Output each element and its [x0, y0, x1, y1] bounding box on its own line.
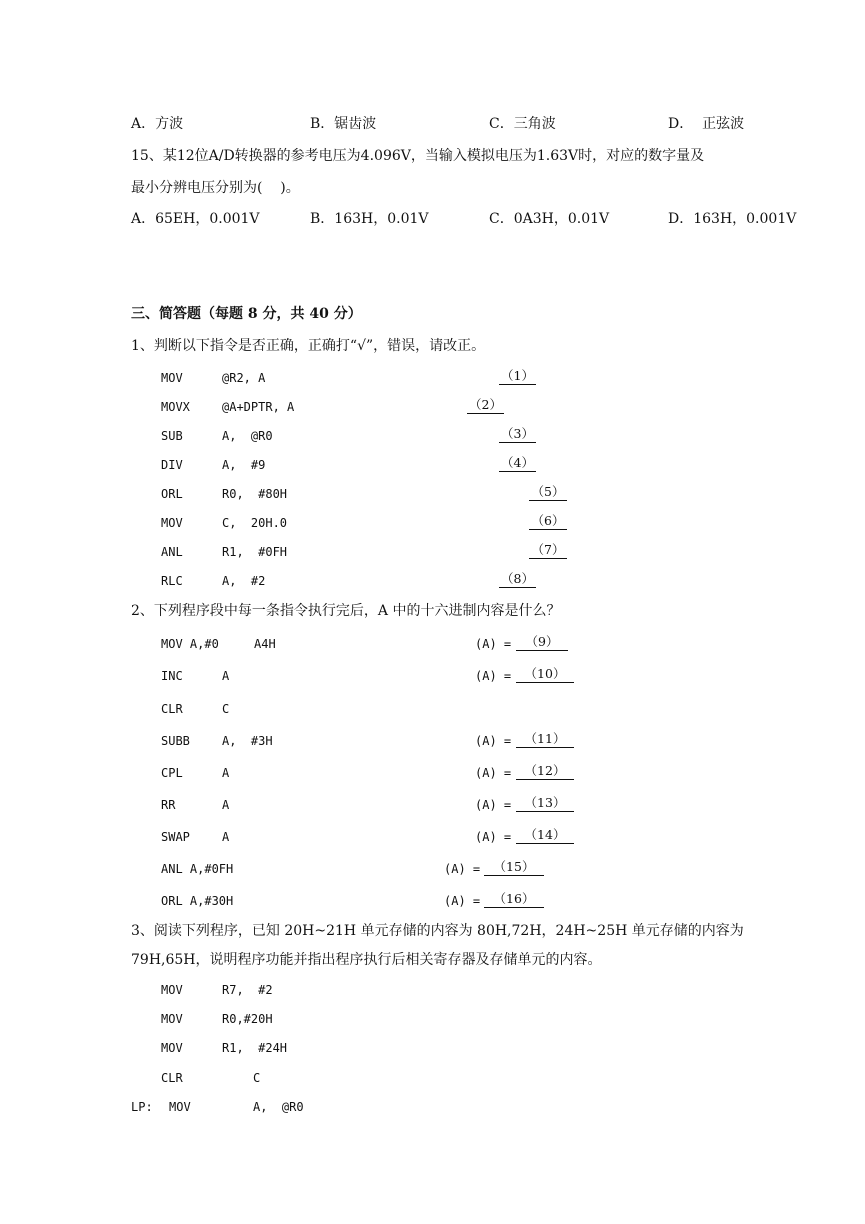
q15-option-d: D．163H，0.001V	[668, 211, 797, 227]
q1-stem: 1、判断以下指令是否正确，正确打“√”，错误，请改正。	[131, 338, 486, 354]
answer-blank[interactable]	[484, 891, 544, 908]
q2-arg: A	[222, 830, 230, 844]
q1-arg: A, #2	[222, 574, 266, 588]
q3-op: CLR	[161, 1071, 183, 1085]
blank-label: （4）	[501, 455, 534, 470]
q3-op: MOV	[169, 1100, 191, 1114]
blank-label: （2）	[469, 397, 502, 412]
q2-op: ANL A,#0FH	[161, 862, 234, 876]
q1-arg: R1, #0FH	[222, 545, 288, 559]
q3-arg: C	[253, 1071, 261, 1085]
q2-arg: A	[222, 669, 230, 683]
q1-op: DIV	[161, 458, 183, 472]
q1-op: ANL	[161, 545, 183, 559]
answer-blank[interactable]	[516, 763, 574, 780]
q3-arg: R7, #2	[222, 983, 273, 997]
q2-op: CPL	[161, 766, 183, 780]
q3-stem-line2: 79H,65H，说明程序功能并指出程序执行后相关寄存器及存储单元的内容。	[131, 952, 602, 968]
q1-arg: C, 20H.0	[222, 516, 288, 530]
q1-op: MOV	[161, 371, 183, 385]
answer-blank[interactable]	[484, 859, 544, 876]
q14-option-d: D． 正弦波	[668, 116, 745, 132]
q1-op: SUB	[161, 429, 183, 443]
q1-op: ORL	[161, 487, 183, 501]
q2-stem: 2、下列程序段中每一条指令执行完后，A 中的十六进制内容是什么？	[131, 603, 561, 619]
answer-blank[interactable]	[516, 795, 574, 812]
q2-label: (A) =	[475, 766, 512, 780]
q3-arg: R0,#20H	[222, 1012, 273, 1026]
q1-arg: R0, #80H	[222, 487, 288, 501]
q2-op: CLR	[161, 702, 183, 716]
answer-blank[interactable]	[499, 426, 536, 443]
q2-op: ORL A,#30H	[161, 894, 234, 908]
q2-arg: A4H	[254, 637, 276, 651]
q2-label: (A) =	[475, 669, 512, 683]
q1-op: MOVX	[161, 400, 190, 414]
blank-label: （8）	[501, 571, 534, 586]
blank-label: （16）	[493, 891, 535, 906]
q15-stem-line1: 15、某12位A/D转换器的参考电压为4.096V，当输入模拟电压为1.63V时，对应的数字量及	[131, 148, 705, 164]
q3-arg: R1, #24H	[222, 1041, 288, 1055]
q15-option-a: A．65EH，0.001V	[131, 211, 260, 227]
q1-arg: @A+DPTR, A	[222, 400, 295, 414]
answer-blank[interactable]	[516, 827, 574, 844]
blank-label: （10）	[524, 666, 566, 681]
blank-label: （14）	[524, 827, 566, 842]
q15-option-b: B．163H，0.01V	[310, 211, 429, 227]
q14-option-b: B．锯齿波	[310, 116, 377, 132]
q15-option-c: C．0A3H，0.01V	[489, 211, 610, 227]
q14-option-a: A．方波	[131, 116, 184, 132]
q3-op: MOV	[161, 1012, 183, 1026]
q2-op: SWAP	[161, 830, 190, 844]
q1-op: RLC	[161, 574, 183, 588]
q2-arg: A	[222, 798, 230, 812]
q1-arg: @R2, A	[222, 371, 266, 385]
q15-stem-line2: 最小分辨电压分别为( )。	[131, 180, 300, 196]
q2-op: RR	[161, 798, 176, 812]
blank-label: （3）	[501, 426, 534, 441]
blank-label: （12）	[524, 763, 566, 778]
answer-blank[interactable]	[499, 368, 536, 385]
q3-stem-line1: 3、阅读下列程序，已知 20H~21H 单元存储的内容为 80H,72H，24H~25H 单元存储的内容为	[131, 923, 744, 939]
answer-blank[interactable]	[516, 731, 574, 748]
blank-label: （11）	[524, 731, 566, 746]
answer-blank[interactable]	[529, 542, 567, 559]
answer-blank[interactable]	[516, 634, 568, 651]
q1-arg: A, @R0	[222, 429, 273, 443]
q2-arg: C	[222, 702, 230, 716]
q2-label: (A) =	[475, 798, 512, 812]
q1-arg: A, #9	[222, 458, 266, 472]
q14-option-c: C．三角波	[489, 116, 556, 132]
answer-blank[interactable]	[529, 513, 567, 530]
q2-op: SUBB	[161, 734, 190, 748]
answer-blank[interactable]	[516, 666, 574, 683]
q1-op: MOV	[161, 516, 183, 530]
blank-label: （13）	[524, 795, 566, 810]
blank-label: （9）	[525, 634, 559, 649]
answer-blank[interactable]	[467, 397, 504, 414]
q3-op: MOV	[161, 1041, 183, 1055]
q2-op: MOV A,#0	[161, 637, 219, 651]
answer-blank[interactable]	[529, 484, 567, 501]
answer-blank[interactable]	[499, 571, 536, 588]
q2-label: (A) =	[475, 734, 512, 748]
answer-blank[interactable]	[499, 455, 536, 472]
q2-label: (A) =	[475, 637, 512, 651]
blank-label: （6）	[531, 513, 565, 528]
q2-label: (A) =	[475, 830, 512, 844]
q2-arg: A, #3H	[222, 734, 273, 748]
q2-op: INC	[161, 669, 183, 683]
q2-label: (A) =	[444, 894, 481, 908]
q2-label: (A) =	[444, 862, 481, 876]
q3-op: MOV	[161, 983, 183, 997]
blank-label: （7）	[531, 542, 565, 557]
q3-arg: A, @R0	[253, 1100, 304, 1114]
q2-arg: A	[222, 766, 230, 780]
section-title: 三、简答题（每题 8 分，共 40 分）	[131, 306, 362, 322]
blank-label: （1）	[501, 368, 534, 383]
blank-label: （5）	[531, 484, 565, 499]
q3-line-label: LP:	[131, 1100, 153, 1114]
blank-label: （15）	[493, 859, 535, 874]
